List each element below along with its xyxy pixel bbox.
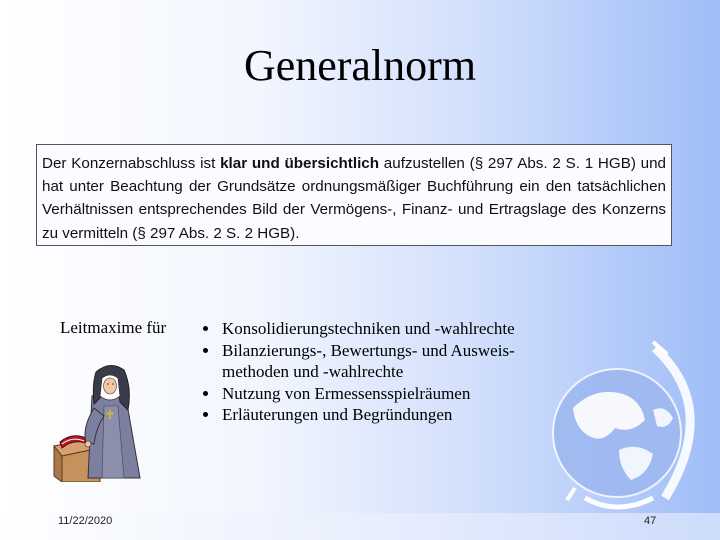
list-item [201, 318, 561, 340]
leitmaxime-label: Leitmaxime für [60, 318, 167, 337]
slide-title: Generalnorm [243, 41, 477, 90]
bullet-text: Konsolidierungstechniken und -wahlrechte [222, 319, 515, 338]
page-number: 47 [644, 515, 657, 527]
quote-text-bold: klar und übersichtlich [220, 155, 380, 172]
quote-box [36, 144, 672, 246]
bullet-text: Erläuterungen und Begründungen [222, 405, 453, 424]
quote-text-1: Der Konzernabschluss ist [42, 155, 221, 172]
nun-icon [52, 358, 148, 482]
quote-text-2: aufzustellen (§ 297 Abs. 2 S. 1 HGB) und hat unter Beachtung der Grundsätze ordnungsmäßiger Buchführung ein den tatsächlichen Verhältnissen entsprechendes Bild der Vermögens-, Finanz- und Ertragslage des Konzerns zu vermitteln (§ 297 Abs. 2 S. 2 HGB). [42, 155, 667, 242]
footer-date: 11/22/2020 [58, 515, 113, 527]
list-item [201, 383, 561, 405]
bullet-dot-icon [203, 348, 208, 353]
bullet-dot-icon [203, 412, 208, 417]
bullet-text: Bilanzierungs-, Bewertungs- und Ausweis-methoden und -wahlrechte [222, 340, 515, 381]
globe-icon [545, 338, 715, 528]
list-item [201, 404, 561, 426]
bullet-text: Nutzung von Ermessensspielräumen [222, 383, 471, 403]
list-item [201, 340, 561, 383]
bullet-list [201, 318, 561, 426]
bullet-dot-icon [203, 326, 208, 331]
bullet-dot-icon [203, 391, 208, 396]
